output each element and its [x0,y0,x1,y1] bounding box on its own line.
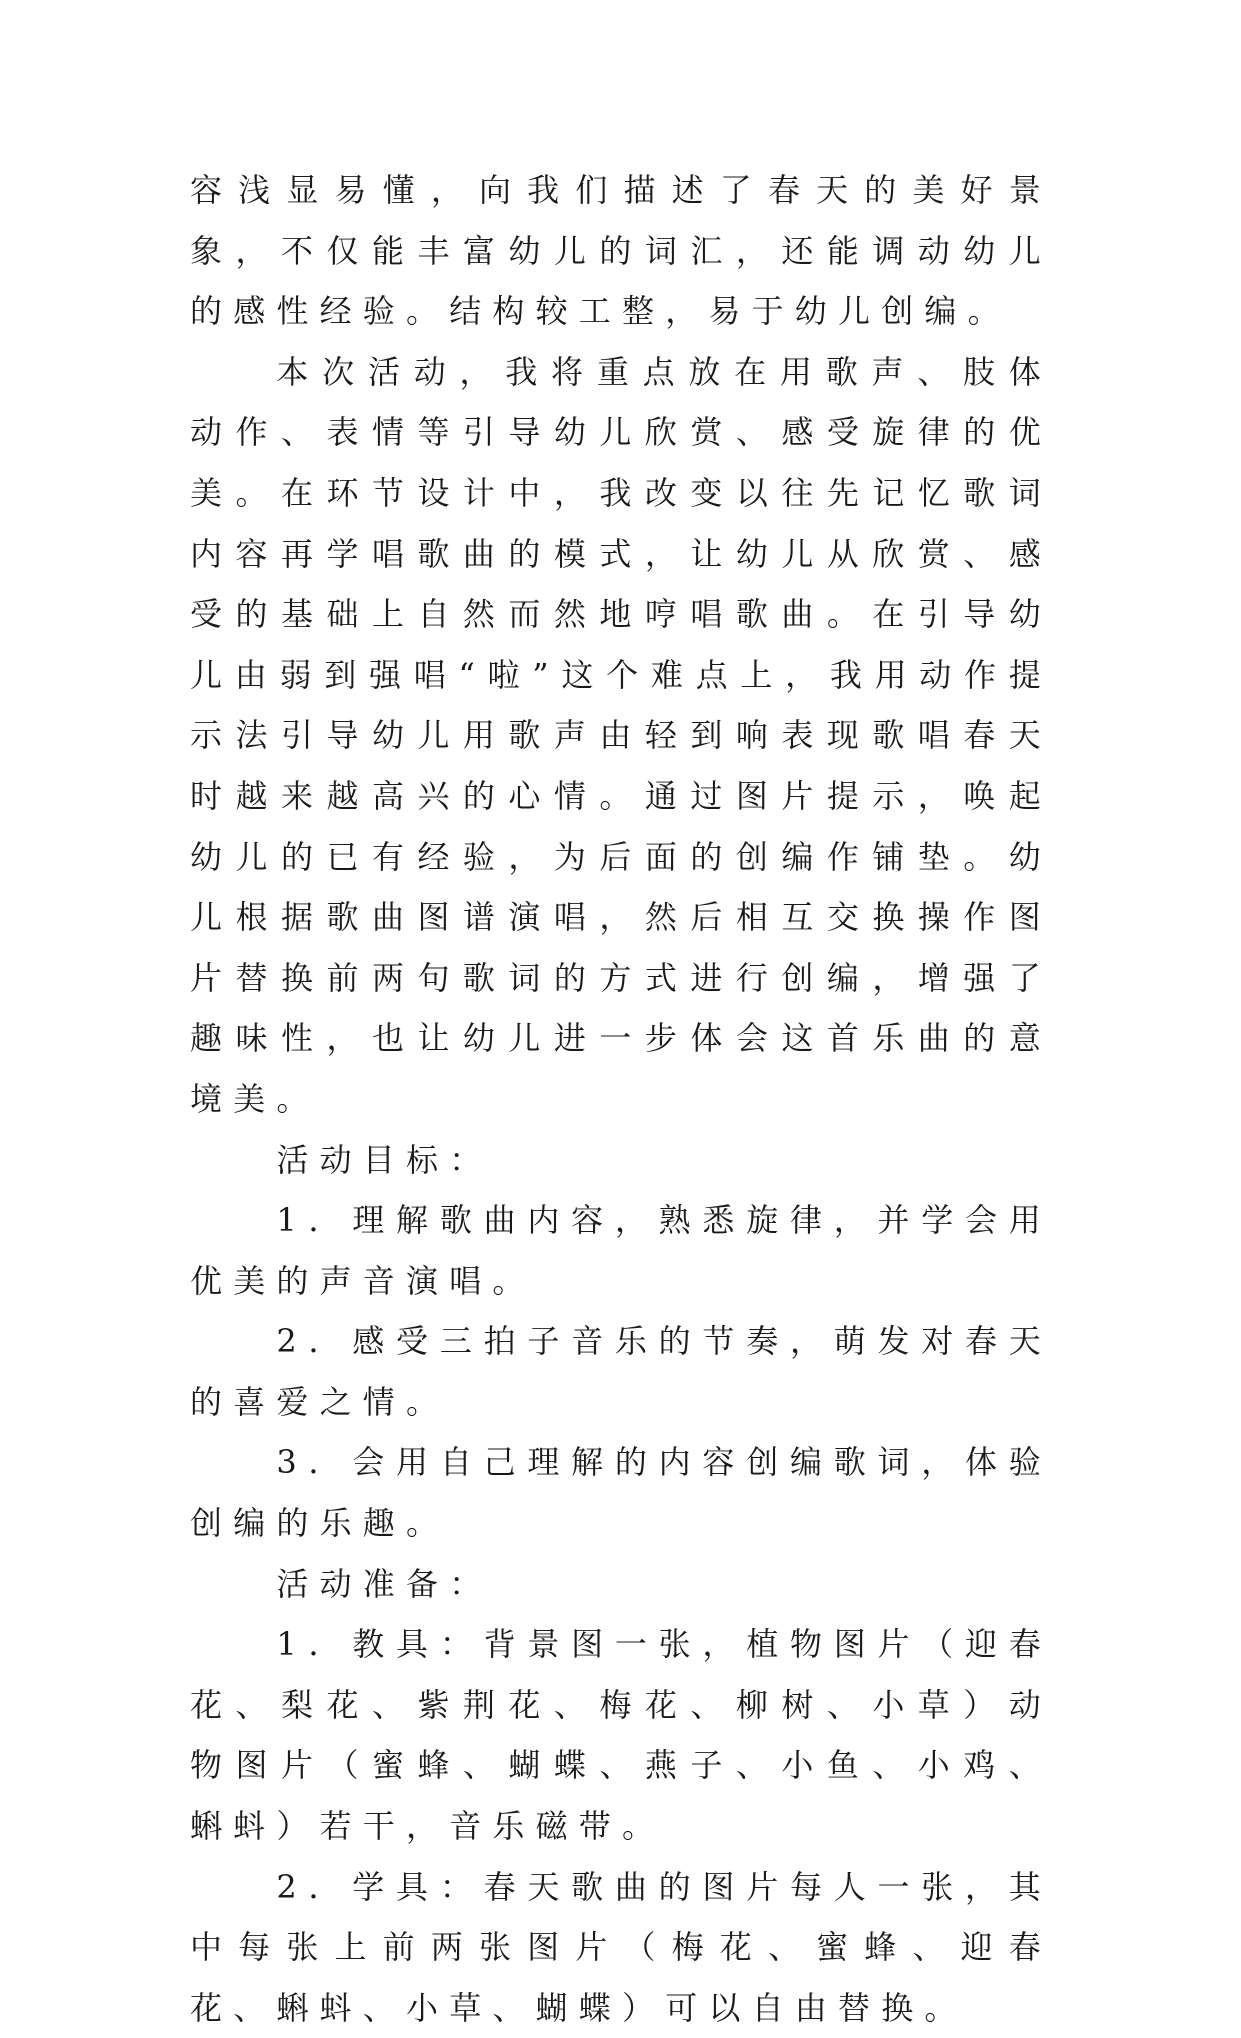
paragraph-intro-continued: 容浅显易懂，向我们描述了春天的美好景象，不仅能丰富幼儿的词汇，还能调动幼儿的感性经验。结构较工整，易于幼儿创编。 [190,171,1052,331]
preparation-item-1: 1．教具：背景图一张，植物图片（迎春花、梨花、紫荆花、梅花、柳树、小草）动物图片（蜜蜂、蝴蝶、燕子、小鱼、小鸡、蝌蚪）若干，音乐磁带。 [190,1625,1052,1846]
goal-item-3: 3．会用自己理解的内容创编歌词，体验创编的乐趣。 [190,1443,1052,1543]
paragraph-activity-design: 本次活动，我将重点放在用歌声、肢体动作、表情等引导幼儿欣赏、感受旋律的优美。在环节设计中，我改变以往先记忆歌词内容再学唱歌曲的模式，让幼儿从欣赏、感受的基础上自然而然地哼唱歌曲。在引导幼儿由弱到强唱“啦”这个难点上，我用动作提示法引导幼儿用歌声由轻到响表现歌唱春天时越来越高兴的心情。通过图片提示，唤起幼儿的已有经验，为后面的创编作铺垫。幼儿根据歌曲图谱演唱，然后相互交换操作图片替换前两句歌词的方式进行创编，增强了趣味性，也让幼儿进一步体会这首乐曲的意境美。 [190,352,1052,1118]
heading-activity-goals: 活动目标： [276,1140,493,1179]
heading-activity-preparation: 活动准备： [276,1564,493,1603]
goal-item-1: 1．理解歌曲内容，熟悉旋律，并学会用优美的声音演唱。 [190,1201,1052,1300]
document-page [190,160,1052,2038]
goal-item-2: 2．感受三拍子音乐的节奏，萌发对春天的喜爱之情。 [190,1322,1052,1421]
preparation-item-2: 2．学具：春天歌曲的图片每人一张，其中每张上前两张图片（梅花、蜜蜂、迎春花、蝌蚪、小草、蝴蝶）可以自由替换。 [190,1867,1052,2027]
